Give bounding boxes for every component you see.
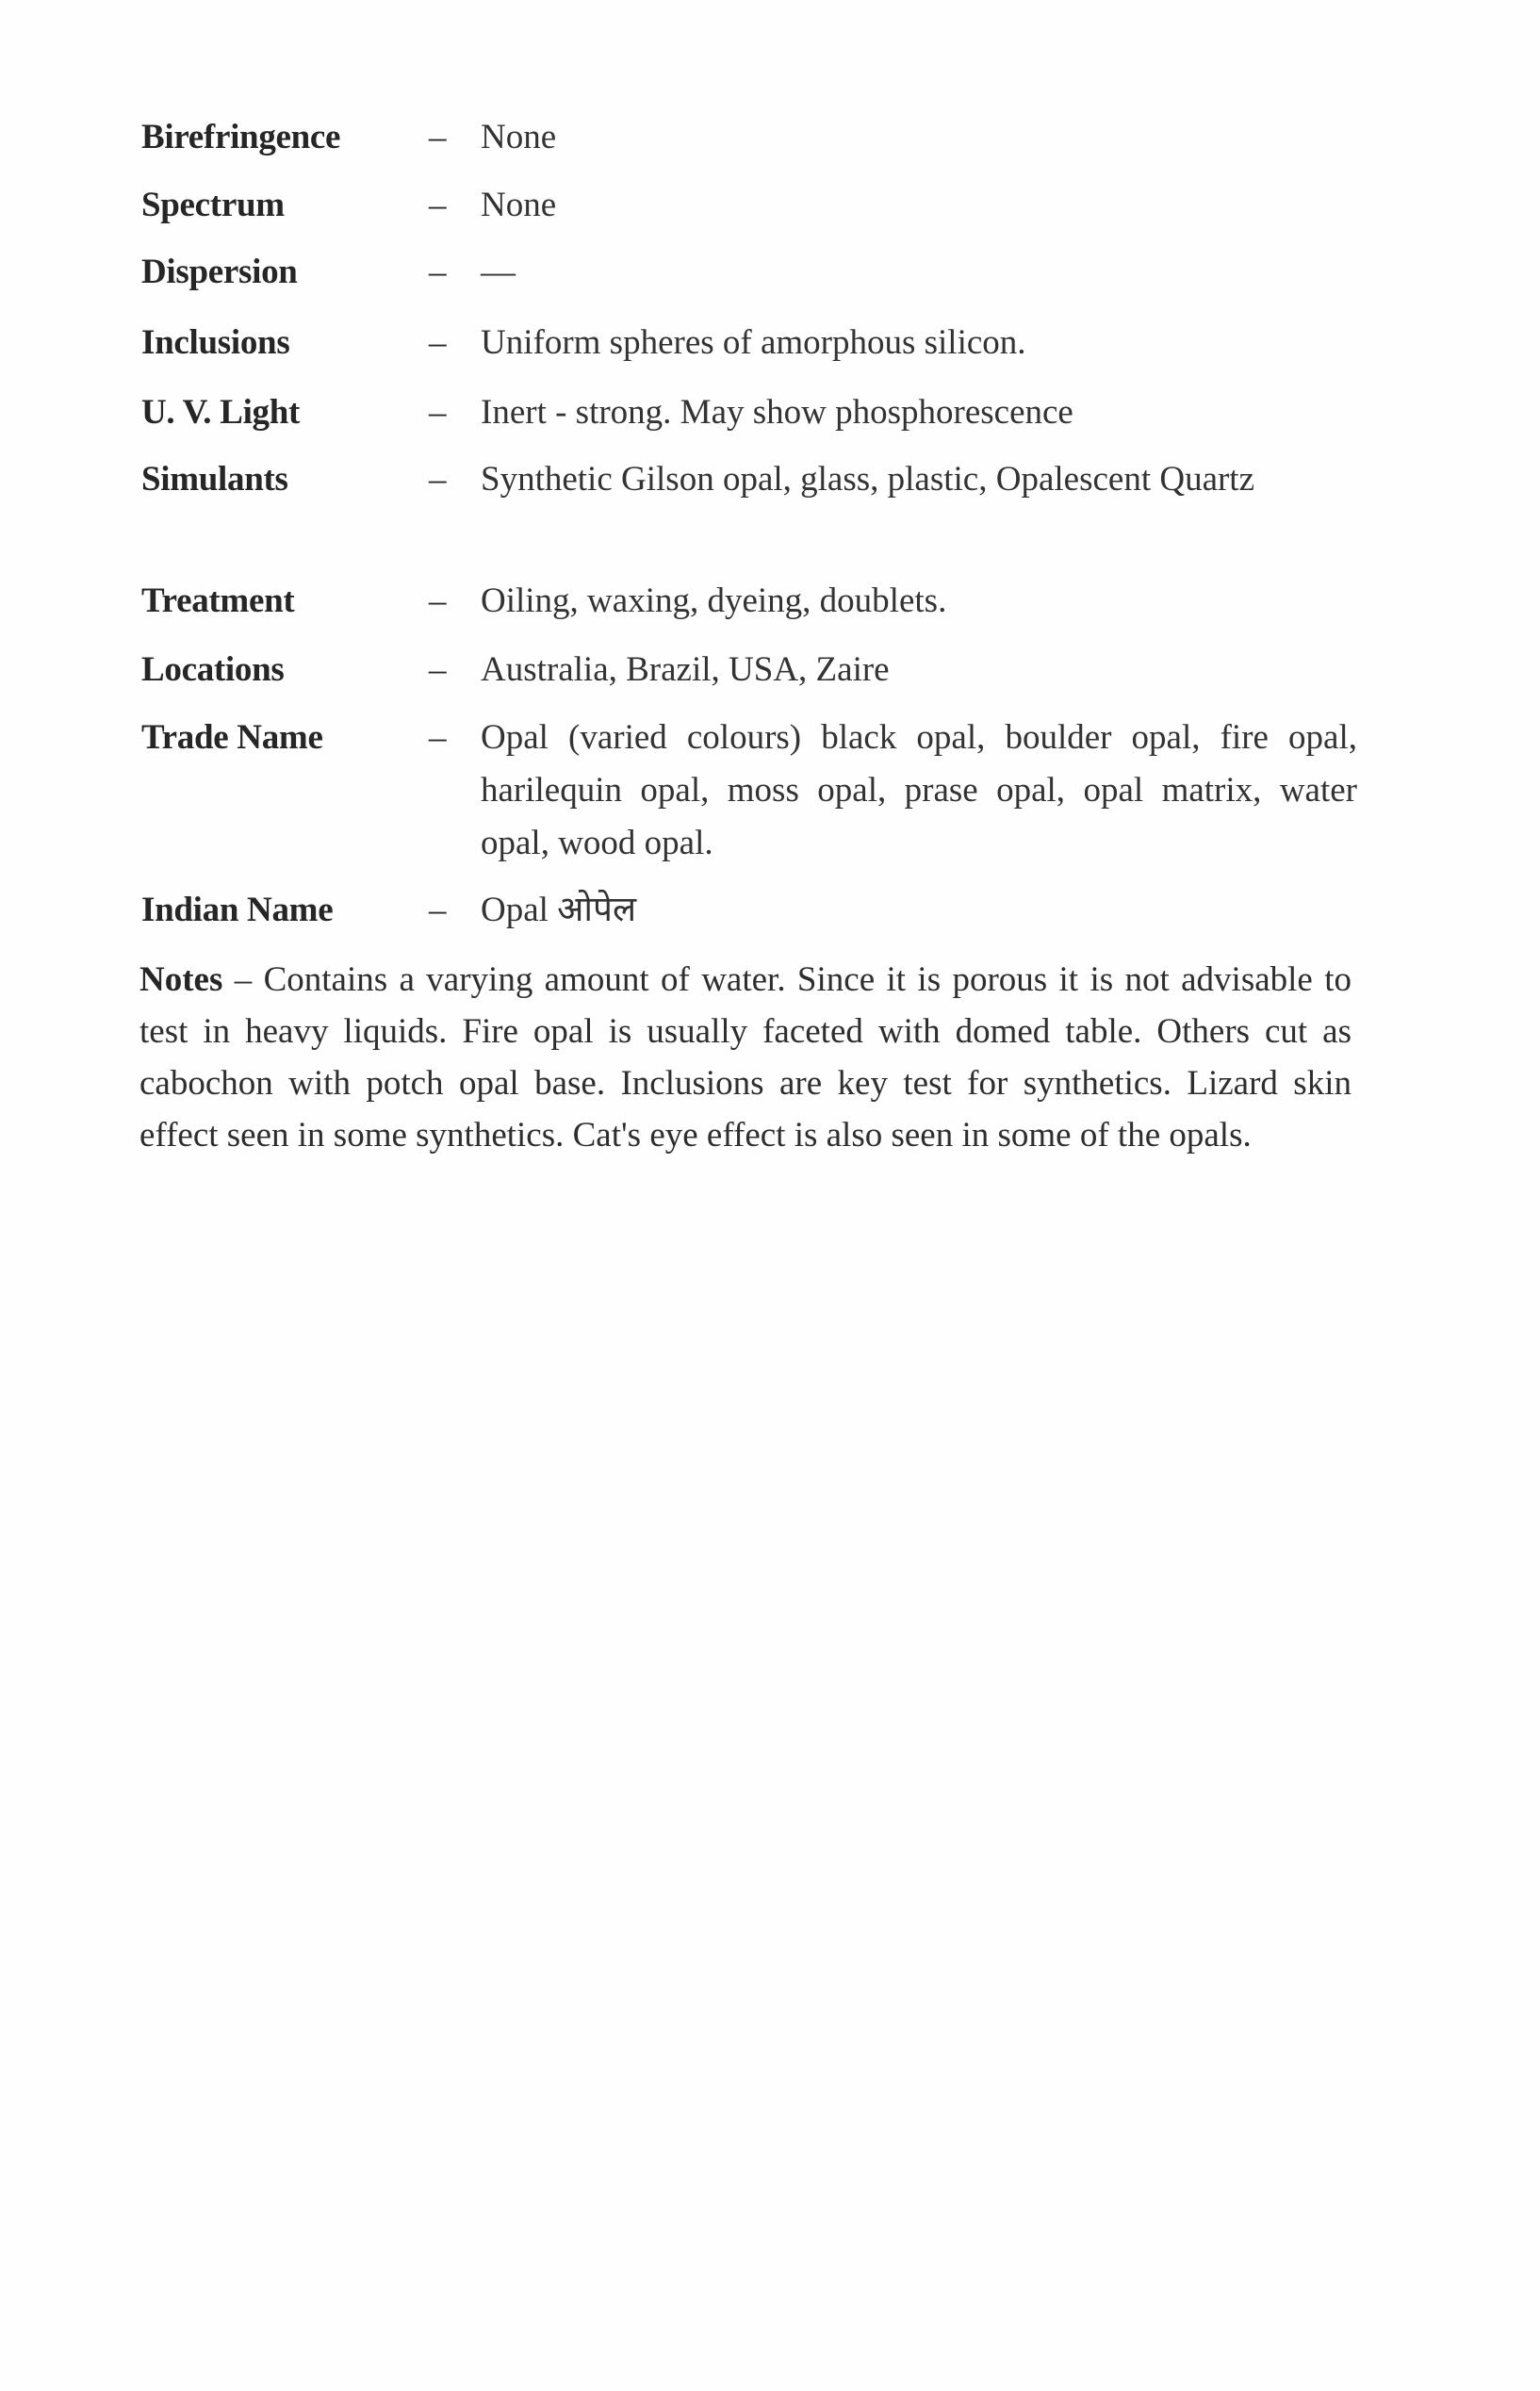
dash: – (429, 118, 447, 156)
property-label: U. V. Light (141, 393, 301, 432)
property-value: — (481, 253, 516, 291)
property-label: Trade Name (141, 718, 323, 757)
dash: – (429, 323, 447, 362)
property-label: Treatment (141, 581, 295, 620)
dash: – (429, 393, 447, 432)
dash: – (429, 253, 447, 291)
property-label: Inclusions (141, 323, 290, 362)
dash: – (429, 891, 447, 929)
notes-paragraph (139, 954, 1352, 1161)
property-value: Uniform spheres of amorphous silicon. (481, 323, 1026, 362)
dash: – (429, 460, 447, 499)
property-label: Dispersion (141, 253, 298, 291)
notes-dash: – (234, 960, 253, 999)
notes-text: Contains a varying amount of water. Since it is porous it is not advisable to test in heavy liquids. Fire opal is usually faceted with domed table. Others cut as cabochon with potch opal base. Inclusions are key test for synthetics. Lizard skin effect seen in some synthetics. Cat's eye effect is also seen in some of the opals. (139, 960, 1352, 1155)
property-value: Opal ओपेल (481, 891, 637, 929)
property-value: None (481, 186, 557, 224)
property-value: Oiling, waxing, dyeing, doublets. (481, 581, 947, 620)
notes-label: Notes (139, 960, 223, 999)
property-value: Opal (varied colours) black opal, boulder opal, fire opal, harilequin opal, moss opal, prase opal, opal matrix, water opal, wood opal. (481, 718, 1357, 862)
property-value: Synthetic Gilson opal, glass, plastic, Opalescent Quartz (481, 460, 1255, 499)
property-label: Indian Name (141, 891, 334, 929)
property-label: Birefringence (141, 118, 341, 156)
dash: – (429, 718, 447, 757)
property-label: Locations (141, 650, 285, 689)
dash: – (429, 186, 447, 224)
property-value: Australia, Brazil, USA, Zaire (481, 650, 890, 689)
property-value: None (481, 118, 557, 156)
dash: – (429, 650, 447, 689)
dash: – (429, 581, 447, 620)
property-label: Simulants (141, 460, 288, 499)
property-label: Spectrum (141, 186, 285, 224)
property-value: Inert - strong. May show phosphorescence (481, 393, 1073, 432)
